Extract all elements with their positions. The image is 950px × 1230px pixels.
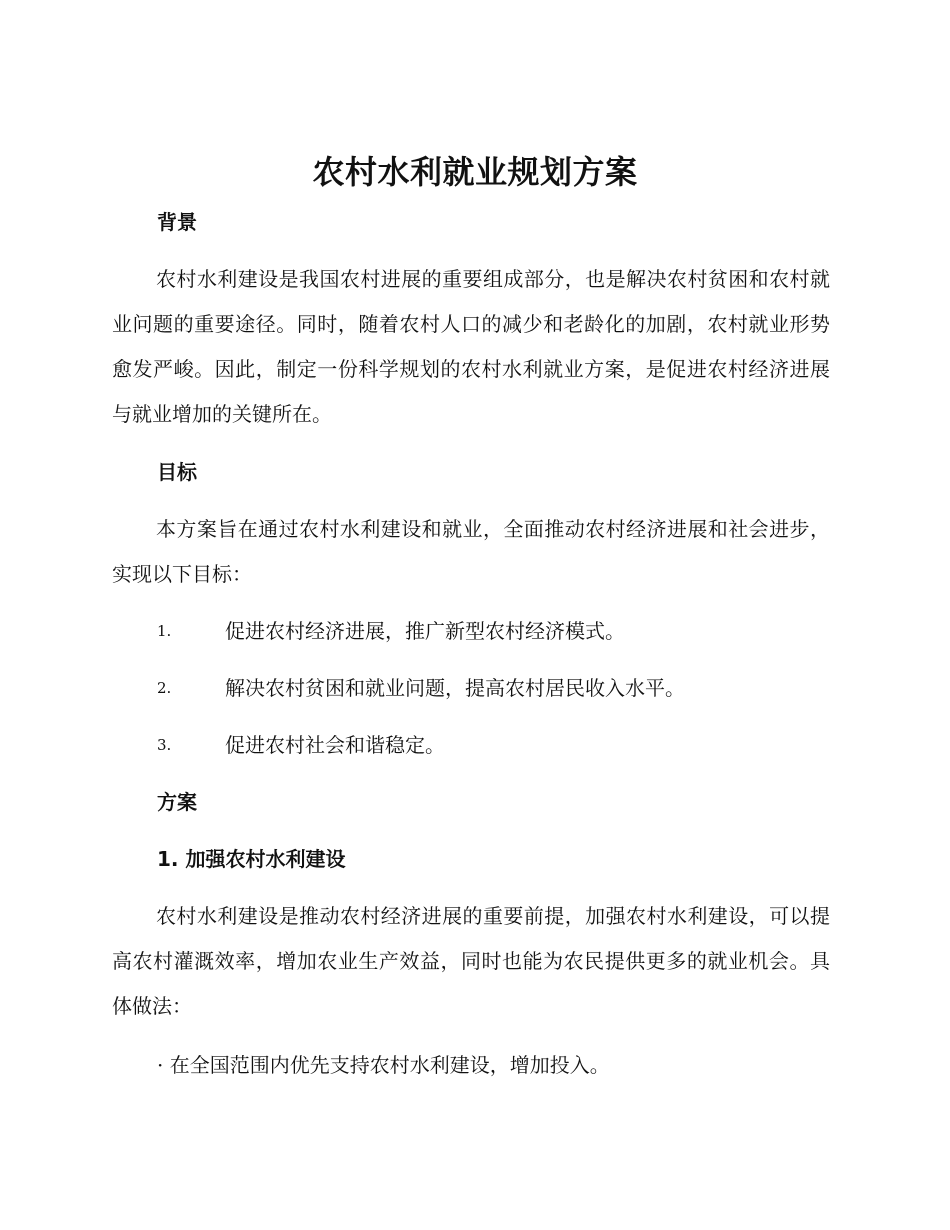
plan-bullet-item: · 在全国范围内优先支持农村水利建设，增加投入。	[157, 1053, 610, 1077]
list-text: 促进农村经济进展，推广新型农村经济模式。	[225, 619, 625, 643]
document-title: 农村水利就业规划方案	[312, 153, 638, 191]
goals-paragraph: 本方案旨在通过农村水利建设和就业，全面推动农村经济进展和社会进步，实现以下目标：	[112, 517, 830, 586]
section-heading-goals: 目标	[157, 460, 197, 484]
goal-list-item	[157, 616, 857, 646]
goal-list-item	[157, 673, 857, 703]
list-text: 解决农村贫困和就业问题，提高农村居民收入水平。	[225, 676, 685, 700]
subsection-heading: 1. 加强农村水利建设	[157, 847, 346, 871]
section-heading-plan: 方案	[157, 790, 197, 814]
goal-list-item	[157, 730, 857, 760]
section-heading-background: 背景	[157, 210, 197, 234]
list-number: 1.	[157, 622, 172, 640]
list-text: 促进农村社会和谐稳定。	[225, 733, 445, 757]
plan-paragraph: 农村水利建设是推动农村经济进展的重要前提，加强农村水利建设，可以提高农村灌溉效率，增加农业生产效益，同时也能为农民提供更多的就业机会。具体做法：	[112, 904, 830, 1018]
background-paragraph: 农村水利建设是我国农村进展的重要组成部分，也是解决农村贫困和农村就业问题的重要途径。同时，随着农村人口的减少和老龄化的加剧，农村就业形势愈发严峻。因此，制定一份科学规划的农村水利就业方案，是促进农村经济进展与就业增加的关键所在。	[112, 267, 830, 426]
list-number: 3.	[157, 736, 172, 754]
list-number: 2.	[157, 679, 172, 697]
